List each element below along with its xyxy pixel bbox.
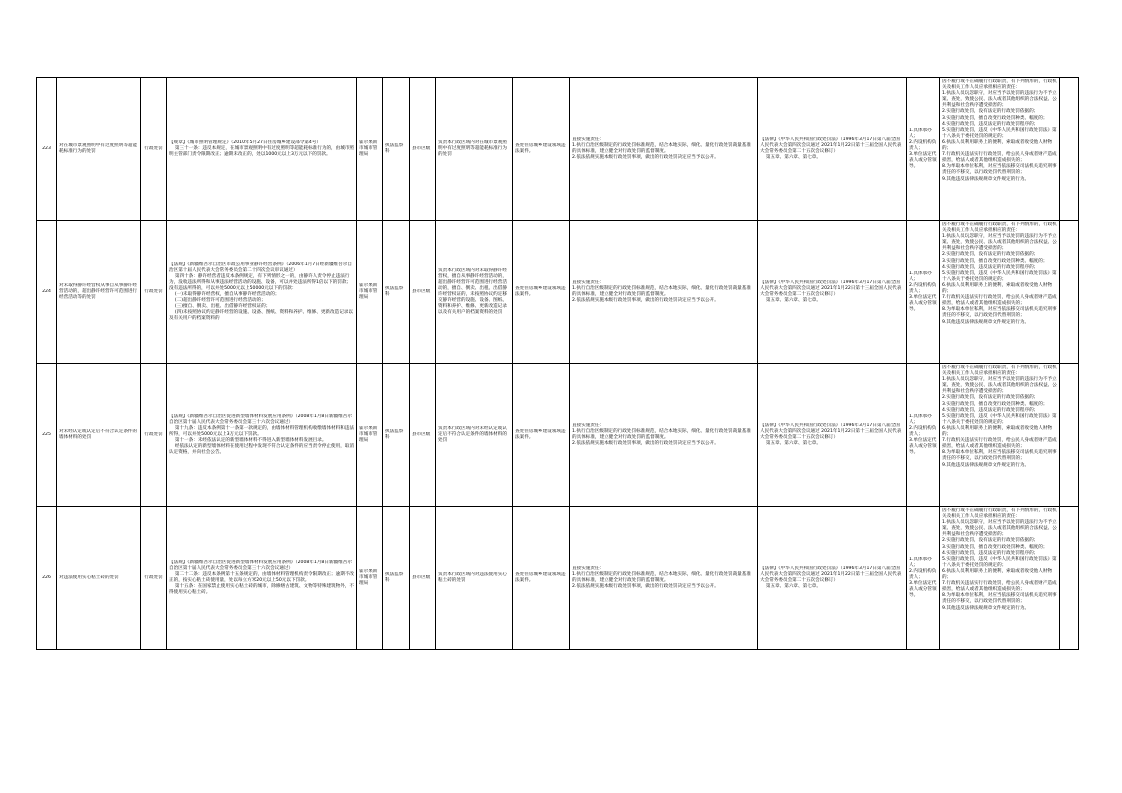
item-name <box>57 507 141 650</box>
cooperation-duty <box>513 364 570 507</box>
cooperation-duty-text: 查处住房城乡建设领域违法案件。 <box>515 571 566 583</box>
item-type <box>141 78 167 221</box>
legal-basis <box>167 221 357 364</box>
item-type-text: 行政处罚 <box>144 288 163 294</box>
responsible-department <box>357 221 383 364</box>
accountable-subject-text: 1.具体承办人； 2.内设机构负责人； 3.单位法定代表人或分管领导。 <box>909 556 937 599</box>
item-number-text: 224 <box>42 288 51 294</box>
item-type <box>141 507 167 650</box>
cooperation-duty <box>513 221 570 364</box>
item-number <box>37 364 57 507</box>
accountability-conditions-text: 因不履行或不正确履行行政职责，有下列情形的，行政机关及相关工作人员应承担相应的责任： 1.执法人员玩忽职守，对应当予以处罚的违法行为不予立案、查处，致使公民、法人或者其他组织的合法权益、公共利益和社会秩序遭受损害的； 2.实施行政处罚，没有法定的行政处罚依据的； 3.实施行政处罚，擅自改变行政处罚种类、幅度的； 4.实施行政处罚，违反法定的行政处罚程序的； 5.实施行政处罚，违反《中华人民共和国行政处罚法》第十八条关于委托处罚的规定的； 6.执法人员利用职务上的便利，索取或者收受他人财物的； 7.行政机关违法实行行政处罚，给公民人身或者财产造成损害，给法人或者其他组织造成损失的； 8.为牟取本单位私利，对应当依法移交司法机关追究刑事责任的不移交，以行政处罚代替刑罚的； 9.其他违反法律法规规章文件规定的行为。 <box>942 222 1057 325</box>
accountability-conditions <box>940 221 1060 364</box>
accountable-subject <box>907 507 940 650</box>
item-number <box>37 507 57 650</box>
duty-description <box>436 364 513 507</box>
responsible-department-text: 霍尔果斯市城市管理局 <box>359 139 378 158</box>
responsible-unit <box>383 78 410 221</box>
item-name-text: 对未经认定或认定后不符合认定条件的墙体材料的处罚 <box>59 428 138 440</box>
execution-level-text: 县市区级 <box>412 288 431 294</box>
item-type <box>141 364 167 507</box>
duty-description <box>436 507 513 650</box>
implementation-responsibility-text: 直接实施责任： 1.执行自治区级制定的行政处罚标准规范，结合本地实际，细化、量化行政处罚裁量基准的具体标准，建立健全对行政处罚的监督制度。 2.依法依规实施本级行政处罚事项，做出的行政处罚决定应当予以公开。 <box>572 136 751 161</box>
item-number-text: 225 <box>42 431 51 437</box>
duty-list-table <box>36 77 1079 650</box>
accountability-law-text: 【法律】《中华人民共和国行政处罚法》（1996年3月17日第八届全国人民代表大会第四次会议通过 2021年1月22日第十三届全国人民代表大会常务委员会第二十五次会议修订） 第五章、第六章、第七章。 <box>760 422 902 447</box>
responsible-unit-text: 执法监察科 <box>385 285 404 297</box>
item-name <box>57 221 141 364</box>
execution-level-text: 县市区级 <box>412 145 431 151</box>
accountability-law <box>758 507 907 650</box>
duty-description <box>436 221 513 364</box>
implementation-responsibility-text: 直接实施责任： 1.执行自治区级制定的行政处罚标准规范，结合本地实际，细化、量化行政处罚裁量基准的具体标准，建立健全对行政处罚的监督制度。 2.依法依规实施本级行政处罚事项，做出的行政处罚决定应当予以公开。 <box>572 565 751 590</box>
responsible-department <box>357 364 383 507</box>
implementation-responsibility <box>570 364 758 507</box>
remarks-cell <box>1060 507 1079 650</box>
accountability-law <box>758 78 907 221</box>
execution-level <box>410 364 436 507</box>
legal-basis-text: 【规章】《城市照明管理规定》（2010年5月27日住房城乡建设部令第4号） 第三十一条：违反本规定，在城市景观照明中有过度照明等超能耗标准行为的，由城市照明主管部门责令限期改正；逾期未改正的，处以1000元以上3万元以下的罚款。 <box>169 139 354 158</box>
cooperation-duty-text: 查处住房城乡建设领域违法案件。 <box>515 428 566 440</box>
cooperation-duty-text: 查处住房城乡建设领域违法案件。 <box>515 285 566 297</box>
duty-description-text: 负责本行政区域内对未取得静许经营权，擅自从事静许经营活动的，超出静许经营许可范围进行经营活动的，擅自、倒卖、出租、出借静许经营权证的，未按照协议约定移交静许经营的设施、设备、图纸、资料和养护、维修、更新改造记录以及有关用户的档案资料的处罚 <box>438 267 507 316</box>
accountability-conditions <box>940 507 1060 650</box>
cooperation-duty <box>513 78 570 221</box>
accountability-conditions <box>940 78 1060 221</box>
accountable-subject-text: 1.具体承办人； 2.内设机构负责人； 3.单位法定代表人或分管领导。 <box>909 270 937 313</box>
item-type-text: 行政处罚 <box>144 431 163 437</box>
table-row <box>37 364 1079 507</box>
item-number-text: 226 <box>42 574 51 580</box>
legal-basis-text: 【法规】《新疆维吾尔自治区市政公用事业静许经营条例》（2006年1月7日经新疆维吾尔自治区第十届人民代表大会常务委员会第二十四次会议审议通过） 第四十条：静许经营者违反本条例规定，有下列情形之一的，由静许人责令停止违法行为，没收违法所得和从事违法经营活动的设施、设备，可以并处违法所得1倍以下的罚款；没有违法所得的，可以并处5000元以上50000元以下的罚款： (一)未取得静许经营权，擅自从事静许经营活动的； (二)超出静许经营许可范围进行经营活动的； (三)擅自、倒卖、出租、出借静许经营权证的； (四)未按照协议约定静许经营的设施、设备、图纸、资料和养护、维修、更新改造记录以及有关用户的档案资料的 <box>169 261 353 322</box>
legal-basis-text: 【法规】《新疆维吾尔自治区促进新型墙体材料发展应用条例》（2008年1月8日新疆维吾尔自治区第十届人民代表大会常务委员会第三十六次会议通过） 第十九条：违反本条例第十一条第一款规定的，由墙体材料管理机构收缴墙体材料和违法所得，可以并处5000元以上3万元以下罚款。 第十一条：未经依法认定的新型墙体材料不得进入新型墙体材料发展目录。 经依法认定的新型墙体材料在使用过程中发现不符合认定条件的应当责令停止使用，取消认定资格，并向社会公告。 <box>169 413 354 456</box>
responsible-department-text: 霍尔果斯市城市管理局 <box>359 425 378 444</box>
duty-description-text: 负责本行政区域内对在城市景观照明中有过度照明等超能耗标准行为的处罚 <box>438 139 507 158</box>
item-name-text: 对违法使用实心粘土砖的处罚 <box>59 574 119 580</box>
implementation-responsibility <box>570 78 758 221</box>
accountable-subject-text: 1.具体承办人； 2.内设机构负责人； 3.单位法定代表人或分管领导。 <box>909 413 937 456</box>
execution-level-text: 县市区级 <box>412 574 431 580</box>
execution-level <box>410 221 436 364</box>
legal-basis <box>167 364 357 507</box>
accountable-subject <box>907 221 940 364</box>
implementation-responsibility-text: 直接实施责任： 1.执行自治区级制定的行政处罚标准规范，结合本地实际，细化、量化行政处罚裁量基准的具体标准，建立健全对行政处罚的监督制度。 2.依法依规实施本级行政处罚事项，做出的行政处罚决定应当予以公开。 <box>572 422 751 447</box>
responsible-department-text: 霍尔果斯市城市管理局 <box>359 282 378 301</box>
accountability-law <box>758 364 907 507</box>
responsible-unit-text: 执法监察科 <box>385 142 404 154</box>
accountability-law <box>758 221 907 364</box>
duty-description-text: 负责本行政区域内对未经认定或认定后不符合认定条件的墙体材料的处罚 <box>438 425 507 444</box>
accountability-conditions-text: 因不履行或不正确履行行政职责，有下列情形的，行政机关及相关工作人员应承担相应的责任： 1.执法人员玩忽职守，对应当予以处罚的违法行为不予立案、查处，致使公民、法人或者其他组织的合法权益、公共利益和社会秩序遭受损害的； 2.实施行政处罚，没有法定的行政处罚依据的； 3.实施行政处罚，擅自改变行政处罚种类、幅度的； 4.实施行政处罚，违反法定的行政处罚程序的； 5.实施行政处罚，违反《中华人民共和国行政处罚法》第十八条关于委托处罚的规定的； 6.执法人员利用职务上的便利，索取或者收受他人财物的； 7.行政机关违法实行行政处罚，给公民人身或者财产造成损害，给法人或者其他组织造成损失的； 8.为牟取本单位私利，对应当依法移交司法机关追究刑事责任的不移交，以行政处罚代替刑罚的； 9.其他违反法律法规规章文件规定的行为。 <box>942 79 1057 182</box>
responsible-department <box>357 78 383 221</box>
accountability-conditions <box>940 364 1060 507</box>
table-row <box>37 78 1079 221</box>
implementation-responsibility <box>570 221 758 364</box>
cooperation-duty-text: 查处住房城乡建设领域违法案件。 <box>515 142 566 154</box>
item-type <box>141 221 167 364</box>
table-row <box>37 221 1079 364</box>
legal-basis-text: 【法规】《新疆维吾尔自治区促进新型墙体材料发展应用条例》（2008年1月8日新疆维吾尔自治区第十届人民代表大会常务委员会第三十六次会议通过） 第二十二条：违反本条例第十五条规定的，由墙体材料管理机构责令限期改正；逾期不改正的，按实心粘土砖使用量，处以每立方米20元以上50元以下罚款。 第十五条：在国家禁止使用实心粘土砖的城市，除修缮古建筑、文物等特殊建筑物外，不得使用实心粘土砖。 <box>169 559 354 596</box>
legal-basis <box>167 78 357 221</box>
accountability-law-text: 【法律】《中华人民共和国行政处罚法》（1996年3月17日第八届全国人民代表大会第四次会议通过 2021年1月22日第十三届全国人民代表大会常务委员会第二十五次会议修订） 第五章、第六章、第七章。 <box>760 279 902 304</box>
responsible-unit <box>383 221 410 364</box>
responsible-department-text: 霍尔果斯市城市管理局 <box>359 568 378 587</box>
accountable-subject <box>907 364 940 507</box>
item-type-text: 行政处罚 <box>144 145 163 151</box>
duty-description-text: 负责本行政区域内对违法使用实心粘土砖的处罚 <box>438 571 507 583</box>
execution-level-text: 县市区级 <box>412 431 431 437</box>
item-name <box>57 364 141 507</box>
execution-level <box>410 78 436 221</box>
remarks-cell <box>1060 221 1079 364</box>
accountability-law-text: 【法律】《中华人民共和国行政处罚法》（1996年3月17日第八届全国人民代表大会第四次会议通过 2021年1月22日第十三届全国人民代表大会常务委员会第二十五次会议修订） 第五章、第六章、第七章。 <box>760 565 902 590</box>
responsible-unit <box>383 507 410 650</box>
implementation-responsibility-text: 直接实施责任： 1.执行自治区级制定的行政处罚标准规范，结合本地实际，细化、量化行政处罚裁量基准的具体标准，建立健全对行政处罚的监督制度。 2.依法依规实施本级行政处罚事项，做出的行政处罚决定应当予以公开。 <box>572 279 751 304</box>
accountable-subject <box>907 78 940 221</box>
responsible-unit <box>383 364 410 507</box>
implementation-responsibility <box>570 507 758 650</box>
duty-description <box>436 78 513 221</box>
cooperation-duty <box>513 507 570 650</box>
item-number-text: 223 <box>42 145 51 151</box>
item-number <box>37 221 57 364</box>
remarks-cell <box>1060 364 1079 507</box>
responsible-department <box>357 507 383 650</box>
legal-basis <box>167 507 357 650</box>
accountability-law-text: 【法律】《中华人民共和国行政处罚法》（1996年3月17日第八届全国人民代表大会第四次会议通过 2021年1月22日第十三届全国人民代表大会常务委员会第二十五次会议修订） 第五章、第六章、第七章。 <box>760 136 902 161</box>
item-name-text: 对未取得静许经营权从事自从事静许经营活动的，超出静许经营许可范围进行经营活动等的处罚 <box>59 282 138 301</box>
accountability-conditions-text: 因不履行或不正确履行行政职责，有下列情形的，行政机关及相关工作人员应承担相应的责任： 1.执法人员玩忽职守，对应当予以处罚的违法行为不予立案、查处，致使公民、法人或者其他组织的合法权益、公共利益和社会秩序遭受损害的； 2.实施行政处罚，没有法定的行政处罚依据的； 3.实施行政处罚，擅自改变行政处罚种类、幅度的； 4.实施行政处罚，违反法定的行政处罚程序的； 5.实施行政处罚，违反《中华人民共和国行政处罚法》第十八条关于委托处罚的规定的； 6.执法人员利用职务上的便利，索取或者收受他人财物的； 7.行政机关违法实行行政处罚，给公民人身或者财产造成损害，给法人或者其他组织造成损失的； 8.为牟取本单位私利，对应当依法移交司法机关追究刑事责任的不移交，以行政处罚代替刑罚的； 9.其他违反法律法规规章文件规定的行为。 <box>942 508 1057 611</box>
responsible-unit-text: 执法监察科 <box>385 428 404 440</box>
item-name <box>57 78 141 221</box>
remarks-cell <box>1060 78 1079 221</box>
responsible-unit-text: 执法监察科 <box>385 571 404 583</box>
item-type-text: 行政处罚 <box>144 574 163 580</box>
accountable-subject-text: 1.具体承办人； 2.内设机构负责人； 3.单位法定代表人或分管领导。 <box>909 127 937 170</box>
table-row <box>37 507 1079 650</box>
execution-level <box>410 507 436 650</box>
accountability-conditions-text: 因不履行或不正确履行行政职责，有下列情形的，行政机关及相关工作人员应承担相应的责任： 1.执法人员玩忽职守，对应当予以处罚的违法行为不予立案、查处，致使公民、法人或者其他组织的合法权益、公共利益和社会秩序遭受损害的； 2.实施行政处罚，没有法定的行政处罚依据的； 3.实施行政处罚，擅自改变行政处罚种类、幅度的； 4.实施行政处罚，违反法定的行政处罚程序的； 5.实施行政处罚，违反《中华人民共和国行政处罚法》第十八条关于委托处罚的规定的； 6.执法人员利用职务上的便利，索取或者收受他人财物的； 7.行政机关违法实行行政处罚，给公民人身或者财产造成损害，给法人或者其他组织造成损失的； 8.为牟取本单位私利，对应当依法移交司法机关追究刑事责任的不移交，以行政处罚代替刑罚的； 9.其他违反法律法规规章文件规定的行为。 <box>942 365 1057 468</box>
item-number <box>37 78 57 221</box>
item-name-text: 对在城市景观照明中有过度照明等超能耗标准行为的处罚 <box>59 142 138 154</box>
